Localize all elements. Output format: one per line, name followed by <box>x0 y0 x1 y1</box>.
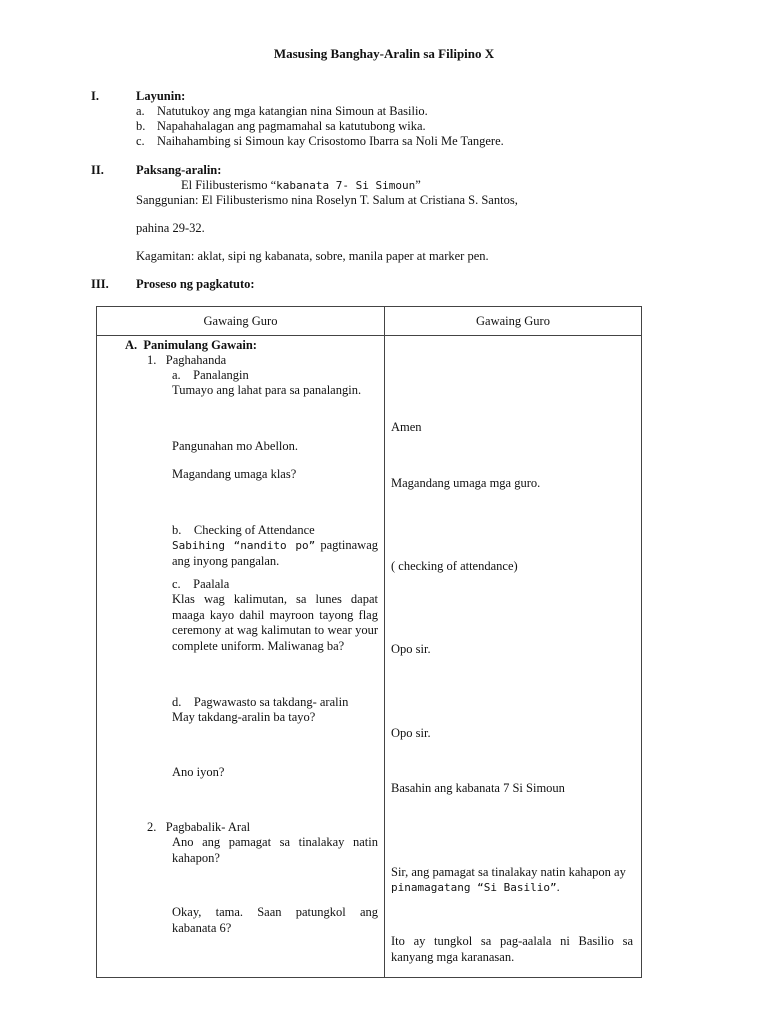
objective-text-a: Natutukoy ang mga katangian nina Simoun at Basilio. <box>157 104 428 118</box>
section-heading-proseso: Proseso ng pagkatuto: <box>136 277 255 291</box>
reply-opo-1: Opo sir. <box>391 642 431 656</box>
section-heading-paksa: Paksang-aralin: <box>136 163 222 177</box>
section-numeral-1: I. <box>91 89 99 103</box>
objective-text-c: Naihahambing si Simoun kay Crisostomo Ibarra sa Noli Me Tangere. <box>157 134 504 148</box>
topic-prefix: El Filibusterismo “ <box>181 178 277 192</box>
topic-suffix: ” <box>415 178 421 192</box>
reply-title-line2 <box>391 880 560 896</box>
source-reference: Sanggunian: El Filibusterismo nina Roselyn T. Salum at Cristiana S. Santos, <box>136 193 518 207</box>
step-1-heading: 1. Paghahanda <box>147 353 227 367</box>
item-d-label: d. Pagwawasto sa takdang- aralin <box>172 695 349 709</box>
reply-opo-2: Opo sir. <box>391 726 431 740</box>
objective-text-b: Napahahalagan ang pagmamahal sa katutubong wika. <box>157 119 426 133</box>
step-2-text: Ano ang pamagat sa tinalakay natin kahapon? <box>172 835 378 865</box>
section-heading-layunin: Layunin: <box>136 89 186 103</box>
topic-handwritten: kabanata 7- Si Simoun <box>276 179 416 192</box>
step-2-heading: 2. Pagbabalik- Aral <box>147 820 251 834</box>
document-title: Masusing Banghay-Aralin sa Filipino X <box>273 46 495 61</box>
item-b-text-rest: pagtinawag ang inyong pangalan. <box>172 538 379 568</box>
reply-title-handwritten: pinamagatang “Si Basilio” <box>391 881 557 894</box>
step-2-followup: Okay, tama. Saan patungkol ang kabanata 6? <box>172 905 378 935</box>
objective-letter-a: a. <box>136 104 145 118</box>
item-d-question: Ano iyon? <box>172 765 225 779</box>
reply-title-end: . <box>556 880 560 894</box>
reply-attendance: ( checking of attendance) <box>391 559 518 573</box>
column-header-right: Gawaing Guro <box>385 307 642 336</box>
item-b-handwritten: Sabihing “nandito po” <box>172 539 316 552</box>
table-header-row <box>97 307 642 336</box>
lesson-table <box>96 306 642 978</box>
topic-line <box>181 178 421 193</box>
item-a-text: Tumayo ang lahat para sa panalangin. <box>172 383 362 397</box>
objective-letter-b: b. <box>136 119 146 133</box>
section-numeral-2: II. <box>91 163 104 177</box>
reply-amen: Amen <box>391 420 422 434</box>
column-header-left: Gawaing Guro <box>97 307 385 336</box>
item-c-label: c. Paalala <box>172 577 230 591</box>
objective-letter-c: c. <box>136 134 145 148</box>
source-pages: pahina 29-32. <box>136 221 205 235</box>
student-activity-cell <box>385 336 642 978</box>
lead-prayer-text: Pangunahan mo Abellon. <box>172 439 299 453</box>
item-b-text <box>172 538 378 569</box>
reply-greeting: Magandang umaga mga guro. <box>391 476 541 490</box>
greeting-text: Magandang umaga klas? <box>172 467 297 481</box>
item-a-label: a. Panalangin <box>172 368 249 382</box>
reply-title-answer: Sir, ang pamagat sa tinalakay natin kahapon ay <box>391 865 626 879</box>
section-numeral-3: III. <box>91 277 109 291</box>
reply-summary: Ito ay tungkol sa pag-aalala ni Basilio sa kanyang mga karanasan. <box>391 934 633 964</box>
item-b-label: b. Checking of Attendance <box>172 523 315 537</box>
reply-homework: Basahin ang kabanata 7 Si Simoun <box>391 781 565 795</box>
teacher-activity-cell <box>97 336 385 978</box>
part-a-heading: A. Panimulang Gawain: <box>125 338 257 352</box>
materials: Kagamitan: aklat, sipi ng kabanata, sobre, manila paper at marker pen. <box>136 249 489 263</box>
item-d-text: May takdang-aralin ba tayo? <box>172 710 316 724</box>
table-body-row <box>97 336 642 978</box>
item-c-text: Klas wag kalimutan, sa lunes dapat maaga kayo dahil mayroon tayong flag ceremony at wag kalimutan to wear your complete uniform. Maliwanag ba? <box>172 592 378 653</box>
